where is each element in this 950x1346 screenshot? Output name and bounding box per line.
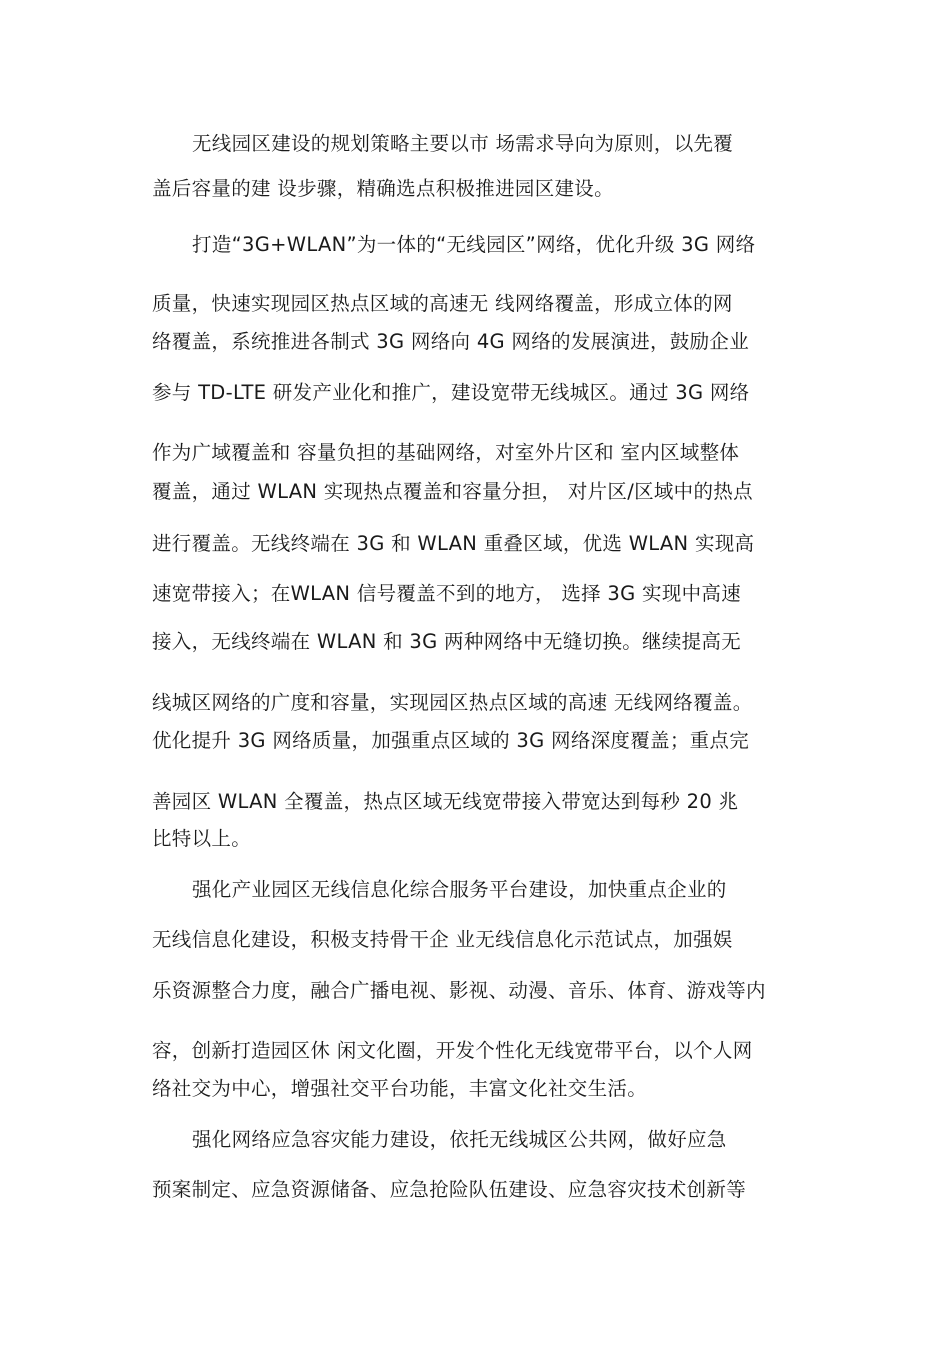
text-line-2: 盖后容量的建 设步骤，精确选点积极推进园区建设。: [152, 177, 614, 200]
text-line-6: 参与 TD-LTE 研发产业化和推广，建设宽带无线城区。通过 3G 网络: [152, 381, 750, 404]
text-line-1: 无线园区建设的规划策略主要以市 场需求导向为原则，以先覆: [192, 132, 734, 155]
text-line-22: 预案制定、应急资源储备、应急抢险队伍建设、应急容灾技术创新等: [152, 1178, 747, 1201]
text-line-13: 优化提升 3G 网络质量，加强重点区域的 3G 网络深度覆盖；重点完: [152, 729, 750, 752]
text-line-21: 强化网络应急容灾能力建设，依托无线城区公共网，做好应急: [192, 1128, 727, 1151]
text-line-19: 容，创新打造园区休 闲文化圈，开发个性化无线宽带平台，以个人网: [152, 1039, 753, 1062]
text-line-15: 比特以上。: [152, 827, 252, 850]
text-line-4: 质量，快速实现园区热点区域的高速无 线网络覆盖，形成立体的网: [152, 292, 733, 315]
text-line-14: 善园区 WLAN 全覆盖，热点区域无线宽带接入带宽达到每秒 20 兆: [152, 790, 739, 813]
text-line-9: 进行覆盖。无线终端在 3G 和 WLAN 重叠区域，优选 WLAN 实现高: [152, 532, 755, 555]
text-line-5: 络覆盖，系统推进各制式 3G 网络向 4G 网络的发展演进，鼓励企业: [152, 330, 750, 353]
text-line-17: 无线信息化建设，积极支持骨干企 业无线信息化示范试点，加强娱: [152, 928, 733, 951]
text-line-7: 作为广域覆盖和 容量负担的基础网络，对室外片区和 室内区域整体: [152, 441, 740, 464]
text-line-12: 线城区网络的广度和容量，实现园区热点区域的高速 无线网络覆盖。: [152, 691, 753, 714]
text-line-10: 速宽带接入；在WLAN 信号覆盖不到的地方， 选择 3G 实现中高速: [152, 582, 742, 605]
text-line-11: 接入，无线终端在 WLAN 和 3G 两种网络中无缝切换。继续提高无: [152, 630, 742, 653]
text-line-8: 覆盖，通过 WLAN 实现热点覆盖和容量分担， 对片区/区域中的热点: [152, 480, 753, 503]
text-line-20: 络社交为中心，增强社交平台功能，丰富文化社交生活。: [152, 1077, 648, 1100]
text-line-16: 强化产业园区无线信息化综合服务平台建设，加快重点企业的: [192, 878, 727, 901]
text-line-3: 打造“3G+WLAN”为一体的“无线园区”网络，优化升级 3G 网络: [192, 233, 756, 256]
text-line-18: 乐资源整合力度，融合广播电视、影视、动漫、音乐、体育、游戏等内: [152, 979, 766, 1002]
